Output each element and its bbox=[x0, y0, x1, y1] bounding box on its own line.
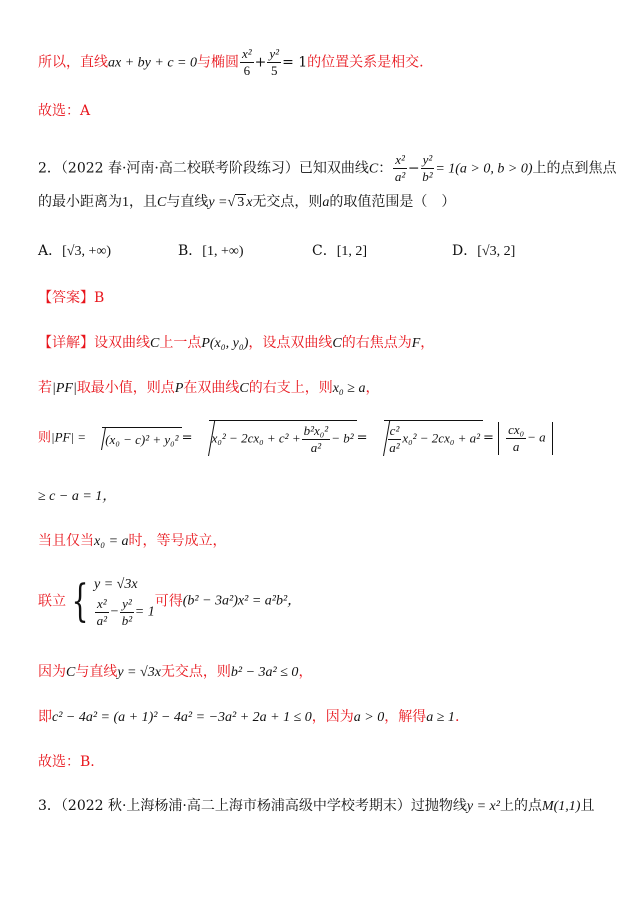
math-expr: y = √3x bbox=[117, 665, 161, 680]
option-a[interactable] bbox=[38, 240, 111, 260]
sqrt-expr bbox=[90, 427, 181, 450]
radicand: (x₀ − c)² + y₀² bbox=[102, 427, 181, 450]
text: 与直线 bbox=[166, 194, 209, 210]
denominator: a² bbox=[389, 440, 400, 455]
text: 且 bbox=[580, 798, 595, 814]
operator: = 1 bbox=[134, 604, 155, 620]
sqrt-expr bbox=[372, 420, 483, 456]
operator: = 1 bbox=[282, 54, 308, 71]
fraction bbox=[267, 46, 281, 79]
detail-line-7 bbox=[38, 662, 312, 683]
math-expr: a ≥ 1 bbox=[426, 710, 455, 725]
fraction bbox=[240, 46, 254, 79]
conclusion-line bbox=[38, 46, 424, 79]
math-expr: x₀ ≥ a bbox=[332, 381, 366, 396]
denominator: a bbox=[512, 438, 520, 454]
numerator: x² bbox=[97, 596, 107, 611]
text: x₀² − 2cx₀ + c² + bbox=[211, 430, 301, 446]
option-value: [√3, 2] bbox=[477, 244, 516, 259]
detail-line-6 bbox=[38, 574, 301, 629]
text: ，设点双曲线 bbox=[248, 335, 333, 351]
text: 即 bbox=[38, 709, 52, 725]
detail-line-5 bbox=[38, 531, 227, 552]
option-label: A． bbox=[38, 243, 63, 259]
choose-b-line: 故选：B. bbox=[38, 754, 95, 770]
detail-line-3 bbox=[38, 420, 553, 456]
text: 上的点到焦点 bbox=[532, 160, 617, 177]
text: 与椭圆 bbox=[196, 54, 239, 71]
text: ， bbox=[420, 335, 435, 351]
math-var: P bbox=[174, 381, 184, 396]
numerator: x² bbox=[241, 46, 252, 61]
text: 的取值范围是（ ） bbox=[329, 194, 456, 210]
text: 因为 bbox=[38, 664, 66, 680]
text: 取最小值，则点 bbox=[76, 380, 175, 396]
radicand bbox=[209, 420, 357, 456]
math-var: C bbox=[239, 381, 249, 396]
math-num: 1 bbox=[122, 195, 129, 210]
text: 的右焦点为 bbox=[341, 335, 412, 351]
math-expr: ax + by + c = 0 bbox=[108, 55, 197, 71]
option-d[interactable] bbox=[452, 240, 515, 260]
option-value: [1, +∞) bbox=[202, 244, 244, 259]
fraction bbox=[120, 596, 134, 629]
math-var: C bbox=[66, 665, 76, 680]
detail-line-1 bbox=[38, 333, 434, 354]
option-value: [1, 2] bbox=[336, 244, 368, 259]
numerator: y² bbox=[269, 46, 280, 61]
sqrt: √ 3 bbox=[227, 195, 245, 210]
sqrt-expr bbox=[197, 420, 357, 456]
text: 的位置关系是相交. bbox=[307, 54, 424, 71]
detail-line-8 bbox=[38, 707, 459, 728]
question-2-line-2 bbox=[38, 192, 455, 213]
math-expr: M(1,1) bbox=[541, 799, 581, 814]
operator: = bbox=[356, 430, 368, 446]
denominator: b² bbox=[121, 613, 133, 628]
text: 若 bbox=[38, 380, 52, 396]
text: − a bbox=[527, 428, 546, 444]
text: − b² bbox=[331, 430, 354, 446]
math-expr: x₀ = a bbox=[94, 534, 129, 549]
fraction bbox=[421, 152, 435, 185]
numerator: b²x₀² bbox=[303, 423, 329, 438]
text: 无交点，则 bbox=[252, 194, 323, 210]
system-eq-1: y = √3x bbox=[94, 577, 138, 592]
math-expr: b² − 3a² ≤ 0 bbox=[230, 665, 299, 680]
denominator: 6 bbox=[243, 63, 251, 78]
text: 与直线 bbox=[75, 664, 118, 680]
question-2-line-1 bbox=[38, 152, 616, 185]
math-expr: |PF| = bbox=[51, 429, 87, 445]
operator: − bbox=[407, 160, 420, 177]
abs-expr bbox=[498, 422, 553, 455]
numerator: y² bbox=[422, 152, 433, 167]
choose-a-line: 故选：A bbox=[38, 103, 91, 119]
question-source: 2．（2022 春·河南·高二校联考阶段练习）已知双曲线 bbox=[38, 160, 369, 177]
math-var: a bbox=[322, 195, 330, 210]
text: 所以，直线 bbox=[38, 54, 108, 71]
text: 可得 bbox=[154, 593, 183, 610]
radicand: 3 bbox=[237, 195, 245, 210]
text: 上一点 bbox=[159, 335, 202, 351]
text: 联立 bbox=[38, 593, 66, 610]
denominator: b² bbox=[422, 169, 433, 184]
math-var: F bbox=[411, 336, 421, 351]
answer-label: 【答案】 bbox=[38, 290, 94, 306]
left-brace: { bbox=[71, 575, 89, 627]
text: ，且 bbox=[129, 194, 157, 210]
text: 的最小距离为 bbox=[38, 194, 122, 210]
numerator: x² bbox=[395, 152, 405, 167]
equation-system bbox=[94, 574, 155, 629]
detail-line-2 bbox=[38, 378, 379, 399]
answer-value: B bbox=[94, 290, 105, 306]
text: x₀² − 2cx₀ + a² bbox=[402, 430, 481, 446]
option-label: B． bbox=[178, 243, 203, 259]
math-var: x bbox=[246, 195, 253, 210]
numerator: cx₀ bbox=[508, 421, 525, 437]
detail-line-4: ≥ c − a = 1， bbox=[38, 489, 117, 504]
text: 的右支上，则 bbox=[248, 380, 333, 396]
option-label: C． bbox=[312, 243, 337, 259]
math-expr: a > 0 bbox=[353, 710, 385, 725]
option-value: [√3, +∞) bbox=[62, 244, 112, 259]
math-expr: = 1(a > 0, b > 0) bbox=[435, 161, 533, 177]
text: ， bbox=[365, 380, 380, 396]
denominator: 5 bbox=[270, 63, 278, 78]
operator: + bbox=[254, 54, 267, 71]
text: 当且仅当 bbox=[38, 533, 94, 549]
operator: − bbox=[109, 604, 120, 620]
math-expr: c² − 4a² = (a + 1)² − 4a² = −3a² + 2a + 1 ≤ 0 bbox=[52, 710, 312, 725]
fraction bbox=[506, 422, 526, 455]
question-source: 3．（2022 秋·上海杨浦·高二上海市杨浦高级中学校考期末）过抛物线 bbox=[38, 798, 467, 814]
radicand bbox=[384, 420, 483, 456]
fraction bbox=[393, 152, 407, 185]
math-var: C bbox=[368, 161, 379, 177]
operator: = bbox=[181, 430, 193, 446]
fraction bbox=[388, 423, 402, 456]
text: 则 bbox=[38, 430, 52, 446]
fraction bbox=[302, 423, 331, 456]
denominator: a² bbox=[96, 613, 108, 628]
text: 设双曲线 bbox=[94, 335, 150, 351]
denominator: a² bbox=[394, 169, 406, 184]
option-b[interactable] bbox=[178, 240, 244, 260]
fraction bbox=[95, 596, 109, 629]
math-expr: y = bbox=[208, 195, 228, 210]
math-expr: P(x₀, y₀) bbox=[201, 336, 249, 351]
system-eq-2 bbox=[94, 596, 155, 629]
text: 在双曲线 bbox=[183, 380, 240, 396]
text: ，因为 bbox=[311, 709, 354, 725]
question-3-line-1 bbox=[38, 796, 594, 817]
option-label: D． bbox=[452, 243, 478, 259]
text: ， bbox=[298, 664, 313, 680]
operator: = bbox=[483, 430, 494, 446]
math-expr: (b² − 3a²)x² = a²b²， bbox=[182, 593, 302, 609]
denominator: a² bbox=[310, 440, 322, 455]
math-expr: |PF| bbox=[52, 381, 77, 396]
math-var: C bbox=[332, 336, 342, 351]
text: ： bbox=[378, 160, 393, 177]
text: 时，等号成立， bbox=[128, 533, 227, 549]
numerator: y² bbox=[122, 596, 132, 611]
text: . bbox=[454, 709, 460, 725]
math-var: C bbox=[150, 336, 160, 351]
option-c[interactable] bbox=[312, 240, 367, 260]
text: ，解得 bbox=[384, 709, 427, 725]
detail-label: 【详解】 bbox=[38, 335, 94, 351]
math-var: C bbox=[157, 195, 167, 210]
answer-line bbox=[38, 288, 104, 308]
text: 无交点，则 bbox=[160, 664, 231, 680]
math-expr: y = x² bbox=[466, 799, 500, 814]
text: 上的点 bbox=[499, 798, 542, 814]
numerator: c² bbox=[389, 423, 400, 438]
